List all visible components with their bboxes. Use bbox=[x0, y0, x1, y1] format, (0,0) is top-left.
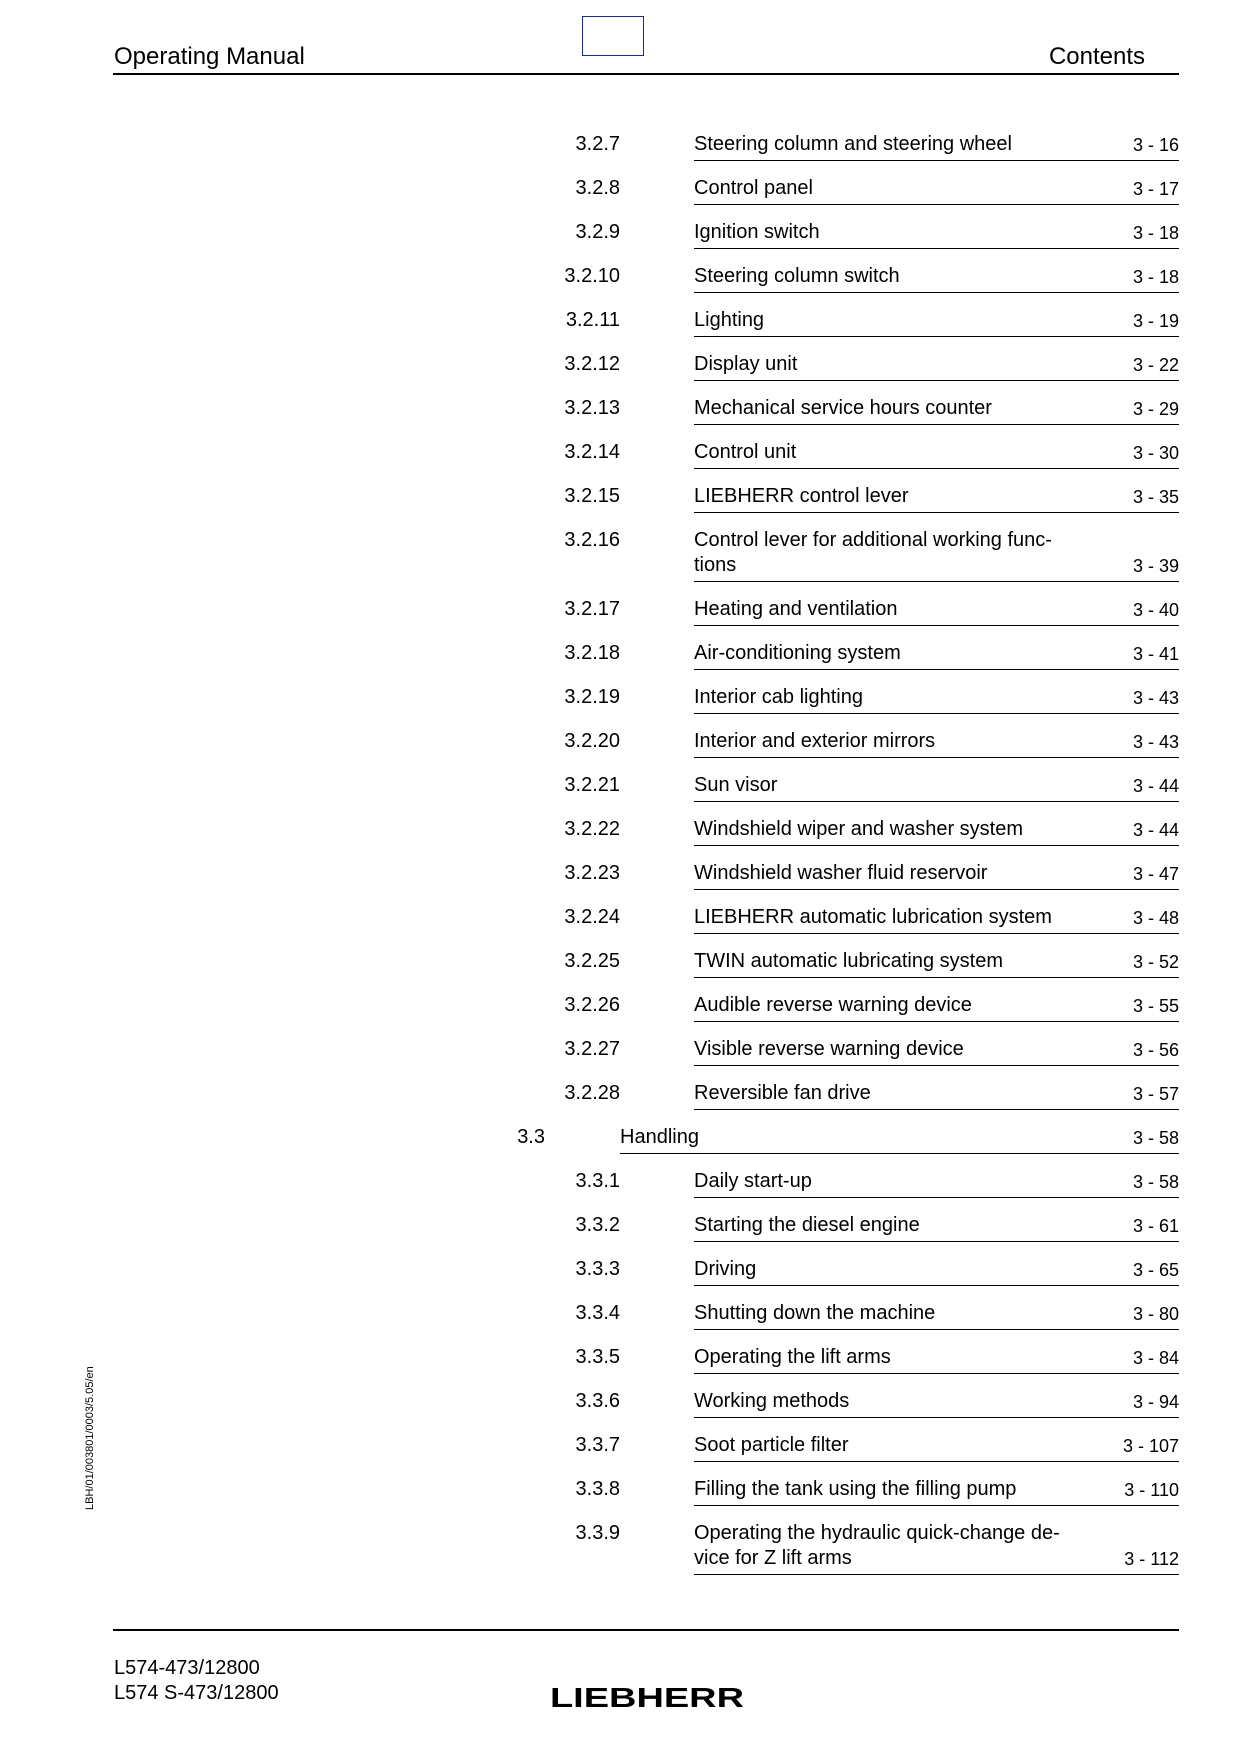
toc-page-number: 3 - 48 bbox=[1132, 908, 1179, 928]
toc-page-number: 3 - 56 bbox=[1132, 1040, 1179, 1060]
toc-page-number: 3 - 19 bbox=[1132, 311, 1179, 331]
toc-underline bbox=[694, 625, 1179, 626]
toc-number: 3.2.27 bbox=[564, 1038, 620, 1060]
toc-title: Shutting down the machine bbox=[694, 1302, 936, 1324]
toc-page-number: 3 - 57 bbox=[1132, 1084, 1179, 1104]
toc-title: Windshield washer fluid reservoir bbox=[694, 862, 988, 884]
toc-page-number: 3 - 58 bbox=[1132, 1172, 1179, 1192]
toc-number: 3.2.26 bbox=[564, 994, 620, 1016]
toc-number: 3.2.9 bbox=[575, 221, 620, 243]
toc-underline bbox=[694, 292, 1179, 293]
toc-page-number: 3 - 41 bbox=[1132, 644, 1179, 664]
toc-title: Mechanical service hours counter bbox=[694, 397, 992, 419]
toc-underline bbox=[694, 581, 1179, 582]
toc-number: 3.2.10 bbox=[564, 265, 620, 287]
toc-underline bbox=[694, 757, 1179, 758]
toc-title: Windshield wiper and washer system bbox=[694, 818, 1024, 840]
header-title: Operating Manual bbox=[114, 43, 305, 70]
footer-model-line: L574-473/12800 bbox=[114, 1657, 260, 1679]
footer-rule bbox=[113, 1629, 1179, 1631]
toc-number: 3.3.2 bbox=[575, 1214, 620, 1236]
toc-page-number: 3 - 18 bbox=[1132, 267, 1179, 287]
toc-title: Driving bbox=[694, 1258, 757, 1280]
toc-title: Reversible fan drive bbox=[694, 1082, 871, 1104]
toc-underline bbox=[694, 669, 1179, 670]
toc-number: 3.2.14 bbox=[564, 441, 620, 463]
toc-underline bbox=[694, 160, 1179, 161]
toc-underline bbox=[694, 380, 1179, 381]
toc-title: Handling bbox=[620, 1126, 699, 1148]
toc-number: 3.2.8 bbox=[575, 177, 620, 199]
toc-page-number: 3 - 22 bbox=[1132, 355, 1179, 375]
toc-underline bbox=[694, 845, 1179, 846]
toc-number: 3.3.3 bbox=[575, 1258, 620, 1280]
toc-title: Control panel bbox=[694, 177, 813, 199]
toc-title: Filling the tank using the filling pump bbox=[694, 1478, 1017, 1500]
toc-title: Interior and exterior mirrors bbox=[694, 730, 936, 752]
toc-underline bbox=[694, 713, 1179, 714]
toc-page-number: 3 - 80 bbox=[1132, 1304, 1179, 1324]
toc-page-number: 3 - 18 bbox=[1132, 223, 1179, 243]
toc-title: Air-conditioning system bbox=[694, 642, 901, 664]
toc-number: 3.2.22 bbox=[564, 818, 620, 840]
toc-page-number: 3 - 43 bbox=[1132, 732, 1179, 752]
toc-underline bbox=[694, 1065, 1179, 1066]
toc-page-number: 3 - 17 bbox=[1132, 179, 1179, 199]
toc-underline bbox=[694, 204, 1179, 205]
toc-underline bbox=[694, 1241, 1179, 1242]
toc-underline bbox=[694, 468, 1179, 469]
toc-underline bbox=[694, 933, 1179, 934]
toc-page-number: 3 - 65 bbox=[1132, 1260, 1179, 1280]
toc-underline bbox=[694, 1109, 1179, 1110]
toc-title: Control unit bbox=[694, 441, 797, 463]
document-reference: LBH/01/003801/0003/5.05/en bbox=[84, 1366, 96, 1510]
toc-page-number: 3 - 94 bbox=[1132, 1392, 1179, 1412]
toc-title: Control lever for additional working func- tions bbox=[694, 529, 1052, 576]
toc-number: 3.3.4 bbox=[575, 1302, 620, 1324]
toc-underline bbox=[694, 1021, 1179, 1022]
toc-underline bbox=[694, 336, 1179, 337]
toc-page-number: 3 - 112 bbox=[1124, 1549, 1179, 1569]
toc-title: Visible reverse warning device bbox=[694, 1038, 964, 1060]
liebherr-logo-text: LIEBHERR bbox=[550, 1684, 744, 1710]
header-section: Contents bbox=[1048, 43, 1145, 70]
toc-title: Operating the lift arms bbox=[694, 1346, 891, 1368]
toc-title: Heating and ventilation bbox=[694, 598, 898, 620]
toc-page-number: 3 - 43 bbox=[1132, 688, 1179, 708]
toc-underline bbox=[694, 1461, 1179, 1462]
toc-number: 3.2.18 bbox=[564, 642, 620, 664]
toc-number: 3.3.1 bbox=[575, 1170, 620, 1192]
toc-page-number: 3 - 35 bbox=[1132, 487, 1179, 507]
toc-page-number: 3 - 40 bbox=[1132, 600, 1179, 620]
toc-underline bbox=[694, 1373, 1179, 1374]
toc-page-number: 3 - 107 bbox=[1122, 1436, 1179, 1456]
toc-title: LIEBHERR automatic lubrication system bbox=[694, 906, 1052, 928]
toc-underline bbox=[694, 801, 1179, 802]
toc-number: 3.3.9 bbox=[575, 1522, 620, 1544]
toc-underline bbox=[694, 1285, 1179, 1286]
toc-title: Steering column switch bbox=[694, 265, 900, 287]
toc-page-number: 3 - 55 bbox=[1132, 996, 1179, 1016]
toc-number: 3.2.17 bbox=[564, 598, 620, 620]
header-page-box bbox=[582, 16, 644, 56]
toc-number: 3.2.21 bbox=[564, 774, 620, 796]
toc-number: 3.2.24 bbox=[564, 906, 620, 928]
toc-page-number: 3 - 47 bbox=[1132, 864, 1179, 884]
toc-title: Steering column and steering wheel bbox=[694, 133, 1012, 155]
toc-underline bbox=[694, 1197, 1179, 1198]
toc-title: Sun visor bbox=[694, 774, 778, 796]
toc-title: Interior cab lighting bbox=[694, 686, 863, 708]
toc-page-number: 3 - 29 bbox=[1132, 399, 1179, 419]
toc-underline bbox=[694, 1574, 1179, 1575]
toc-number: 3.2.13 bbox=[564, 397, 620, 419]
toc-title: Starting the diesel engine bbox=[694, 1214, 920, 1236]
toc-page-number: 3 - 16 bbox=[1132, 135, 1179, 155]
toc-title: Display unit bbox=[694, 353, 798, 375]
toc-page-number: 3 - 52 bbox=[1132, 952, 1179, 972]
toc-underline bbox=[694, 424, 1179, 425]
toc-number: 3.3.7 bbox=[575, 1434, 620, 1456]
toc-underline bbox=[620, 1153, 1179, 1154]
toc-title: LIEBHERR control lever bbox=[694, 485, 909, 507]
toc-underline bbox=[694, 248, 1179, 249]
toc-number: 3.2.16 bbox=[564, 529, 620, 551]
toc-page-number: 3 - 58 bbox=[1132, 1128, 1179, 1148]
toc-title: Lighting bbox=[694, 309, 765, 331]
toc-underline bbox=[694, 512, 1179, 513]
liebherr-logo bbox=[550, 1684, 744, 1710]
toc-page-number: 3 - 110 bbox=[1124, 1480, 1179, 1500]
toc-number: 3.2.7 bbox=[575, 133, 620, 155]
toc-number: 3.3.5 bbox=[575, 1346, 620, 1368]
toc-number: 3.2.12 bbox=[564, 353, 620, 375]
toc-number: 3.2.25 bbox=[564, 950, 620, 972]
toc-underline bbox=[694, 1505, 1179, 1506]
toc-underline bbox=[694, 977, 1179, 978]
toc-number: 3.2.11 bbox=[565, 309, 620, 331]
toc-number: 3.3.8 bbox=[575, 1478, 620, 1500]
toc-number: 3.2.28 bbox=[564, 1082, 620, 1104]
toc-page-number: 3 - 30 bbox=[1132, 443, 1179, 463]
toc-page-number: 3 - 61 bbox=[1132, 1216, 1179, 1236]
toc-underline bbox=[694, 889, 1179, 890]
toc-page-number: 3 - 44 bbox=[1132, 776, 1179, 796]
toc-title: Soot particle filter bbox=[694, 1434, 849, 1456]
toc-number: 3.2.20 bbox=[564, 730, 620, 752]
toc-page-number: 3 - 39 bbox=[1132, 556, 1179, 576]
toc-number: 3.3 bbox=[517, 1126, 545, 1148]
toc-title: TWIN automatic lubricating system bbox=[694, 950, 1003, 972]
footer-model-line: L574 S-473/12800 bbox=[114, 1682, 279, 1704]
toc-number: 3.2.19 bbox=[564, 686, 620, 708]
toc-underline bbox=[694, 1329, 1179, 1330]
toc-title: Operating the hydraulic quick-change de- vice for Z lift arms bbox=[694, 1522, 1060, 1569]
toc-underline bbox=[694, 1417, 1179, 1418]
toc-number: 3.2.15 bbox=[564, 485, 620, 507]
toc-number: 3.2.23 bbox=[564, 862, 620, 884]
toc-title: Daily start-up bbox=[694, 1170, 812, 1192]
toc-title: Audible reverse warning device bbox=[694, 994, 972, 1016]
toc-title: Ignition switch bbox=[694, 221, 820, 243]
toc-title: Working methods bbox=[694, 1390, 850, 1412]
toc-page-number: 3 - 44 bbox=[1132, 820, 1179, 840]
toc-number: 3.3.6 bbox=[575, 1390, 620, 1412]
header-rule bbox=[113, 73, 1179, 75]
toc-page-number: 3 - 84 bbox=[1132, 1348, 1179, 1368]
